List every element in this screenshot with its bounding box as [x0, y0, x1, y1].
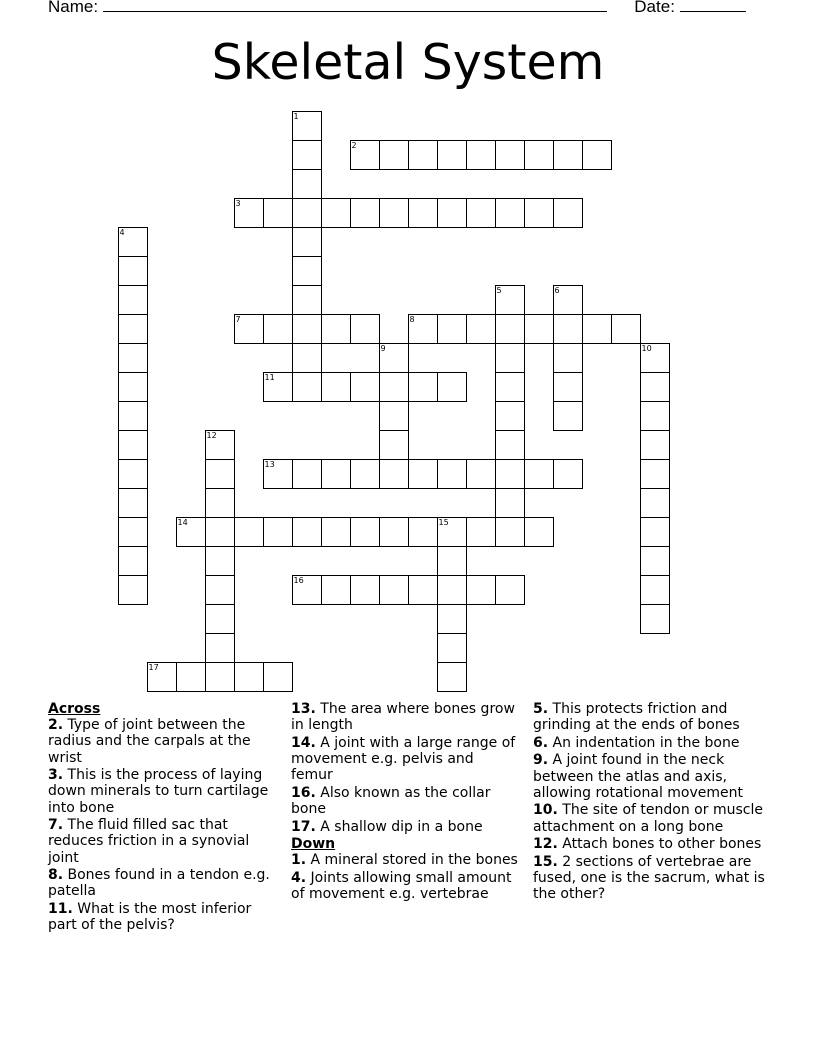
crossword-cell[interactable]: [495, 488, 525, 518]
crossword-cell[interactable]: [553, 314, 583, 344]
crossword-cell[interactable]: [553, 198, 583, 228]
clue-text: A joint with a large range of movement e.g. pelvis and femur: [291, 734, 516, 784]
crossword-cell[interactable]: [292, 343, 322, 373]
clue-number: 15.: [533, 853, 558, 870]
crossword-cell[interactable]: [495, 430, 525, 460]
down-clue-list: [291, 852, 519, 902]
crossword-cell[interactable]: [408, 372, 438, 402]
across-clue: [48, 767, 276, 816]
crossword-cell[interactable]: [466, 198, 496, 228]
crossword-cell[interactable]: [524, 314, 554, 344]
clue-number-label: 9: [380, 343, 386, 353]
crossword-cell[interactable]: [118, 575, 148, 605]
clue-number-label: 12: [206, 430, 217, 440]
crossword-cell[interactable]: [640, 575, 670, 605]
crossword-cell[interactable]: [292, 140, 322, 170]
crossword-cell[interactable]: [553, 285, 583, 315]
crossword-cell[interactable]: [495, 140, 525, 170]
across-clue: [48, 901, 276, 933]
crossword-cell[interactable]: [118, 430, 148, 460]
crossword-cell[interactable]: [379, 140, 409, 170]
crossword-cell[interactable]: [205, 430, 235, 460]
clue-text: An indentation in the bone: [548, 734, 740, 751]
crossword-cell[interactable]: [176, 517, 206, 547]
crossword-cell[interactable]: [263, 459, 293, 489]
crossword-cell[interactable]: [118, 459, 148, 489]
clue-text: This is the process of laying down minerals to turn cartilage into bone: [48, 767, 269, 816]
crossword-cell[interactable]: [263, 517, 293, 547]
clue-number-label: 3: [235, 198, 241, 208]
crossword-cell[interactable]: [118, 372, 148, 402]
page-title: Skeletal System: [211, 34, 605, 91]
crossword-cell[interactable]: [350, 575, 380, 605]
crossword-cell[interactable]: [408, 314, 438, 344]
down-heading: Down: [291, 836, 336, 853]
crossword-cell[interactable]: [379, 198, 409, 228]
down-clue-list-continued: [533, 701, 769, 902]
down-clue: [291, 852, 519, 868]
crossword-cell[interactable]: [118, 401, 148, 431]
crossword-cell[interactable]: [582, 140, 612, 170]
clue-number: 17.: [291, 818, 316, 835]
clue-number-label: 4: [119, 227, 125, 237]
crossword-cell[interactable]: [379, 575, 409, 605]
crossword-cell[interactable]: [437, 662, 467, 692]
crossword-cell[interactable]: [205, 546, 235, 576]
crossword-cell[interactable]: [118, 488, 148, 518]
clue-number: 2.: [48, 717, 64, 734]
crossword-cell[interactable]: [350, 198, 380, 228]
across-clue: [48, 817, 276, 866]
crossword-cell[interactable]: [495, 198, 525, 228]
crossword-cell[interactable]: [263, 662, 293, 692]
crossword-cell[interactable]: [292, 227, 322, 257]
clue-number: 11.: [48, 901, 73, 917]
crossword-cell[interactable]: [495, 372, 525, 402]
crossword-cell[interactable]: [408, 459, 438, 489]
crossword-cell[interactable]: [350, 459, 380, 489]
clue-text: The area where bones grow in length: [291, 701, 515, 734]
clue-number-label: 6: [554, 285, 560, 295]
clue-number: 13.: [291, 701, 316, 717]
crossword-cell[interactable]: [234, 517, 264, 547]
crossword-cell[interactable]: [176, 662, 206, 692]
crossword-cell[interactable]: [437, 140, 467, 170]
crossword-cell[interactable]: [408, 140, 438, 170]
crossword-cell[interactable]: [205, 488, 235, 518]
clue-number-label: 1: [293, 111, 299, 121]
crossword-cell[interactable]: [495, 517, 525, 547]
clue-number: 1.: [291, 852, 307, 869]
crossword-cell[interactable]: [292, 314, 322, 344]
crossword-cell[interactable]: [379, 343, 409, 373]
crossword-cell[interactable]: [553, 401, 583, 431]
crossword-cell[interactable]: [379, 430, 409, 460]
clue-number-label: 8: [409, 314, 415, 324]
clue-text: A shallow dip in a bone: [315, 818, 483, 835]
crossword-cell[interactable]: [205, 633, 235, 663]
crossword-cell[interactable]: [321, 198, 351, 228]
clue-number: 6.: [533, 734, 549, 751]
crossword-cell[interactable]: [495, 343, 525, 373]
crossword-cell[interactable]: [437, 459, 467, 489]
clue-number-label: 5: [496, 285, 502, 295]
across-clue-list: [48, 717, 276, 933]
clues-column-3: [533, 701, 769, 904]
crossword-cell[interactable]: [292, 459, 322, 489]
crossword-cell[interactable]: [292, 256, 322, 286]
down-clue: [533, 701, 769, 733]
crossword-cell[interactable]: [640, 488, 670, 518]
crossword-cell[interactable]: [379, 372, 409, 402]
crossword-cell[interactable]: [495, 314, 525, 344]
clue-number: 10.: [533, 802, 558, 819]
crossword-cell[interactable]: [408, 575, 438, 605]
down-clue: [533, 802, 769, 834]
crossword-cell[interactable]: [205, 459, 235, 489]
crossword-cell[interactable]: [582, 314, 612, 344]
clue-text: A mineral stored in the bones: [306, 852, 518, 869]
crossword-cell[interactable]: [466, 314, 496, 344]
crossword-cell[interactable]: [466, 575, 496, 605]
crossword-cell[interactable]: [379, 401, 409, 431]
crossword-cell[interactable]: [205, 604, 235, 634]
clue-number-label: 15: [438, 517, 449, 527]
crossword-cell[interactable]: [640, 401, 670, 431]
across-clue: [291, 735, 519, 784]
crossword-cell[interactable]: [321, 459, 351, 489]
crossword-cell[interactable]: [553, 372, 583, 402]
crossword-cell[interactable]: [350, 140, 380, 170]
clue-text: What is the most inferior part of the pelvis?: [48, 901, 252, 934]
crossword-cell[interactable]: [408, 198, 438, 228]
clue-text: Bones found in a tendon e.g. patella: [48, 867, 270, 900]
crossword-cell[interactable]: [640, 430, 670, 460]
crossword-cell[interactable]: [350, 517, 380, 547]
clues-column-1: [48, 701, 276, 935]
crossword-cell[interactable]: [437, 604, 467, 634]
crossword-cell[interactable]: [437, 314, 467, 344]
across-clue: [48, 867, 276, 899]
crossword-cell[interactable]: [495, 401, 525, 431]
crossword-cell[interactable]: [118, 517, 148, 547]
crossword-cell[interactable]: [205, 517, 235, 547]
crossword-cell[interactable]: [640, 546, 670, 576]
clue-text: Also known as the collar bone: [291, 784, 491, 817]
crossword-cell[interactable]: [292, 198, 322, 228]
across-clue: [291, 819, 519, 835]
date-label: Date:: [634, 0, 675, 16]
name-label: Name:: [48, 0, 99, 16]
crossword-cell[interactable]: [292, 517, 322, 547]
down-clue: [533, 836, 769, 852]
crossword-cell[interactable]: [553, 140, 583, 170]
crossword-cell[interactable]: [350, 372, 380, 402]
crossword-cell[interactable]: [118, 546, 148, 576]
crossword-cell[interactable]: [234, 198, 264, 228]
crossword-cell[interactable]: [263, 314, 293, 344]
clue-number-label: 2: [351, 140, 357, 150]
crossword-cell[interactable]: [118, 343, 148, 373]
crossword-cell[interactable]: [292, 575, 322, 605]
clue-number: 14.: [291, 734, 316, 751]
crossword-cell[interactable]: [321, 372, 351, 402]
clue-number-label: 17: [148, 662, 159, 672]
crossword-cell[interactable]: [640, 343, 670, 373]
crossword-cell[interactable]: [466, 140, 496, 170]
clue-text: The site of tendon or muscle attachment on a long bone: [533, 802, 763, 835]
crossword-cell[interactable]: [234, 314, 264, 344]
clue-number-label: 10: [641, 343, 652, 353]
crossword-cell[interactable]: [147, 662, 177, 692]
crossword-cell[interactable]: [437, 372, 467, 402]
crossword-cell[interactable]: [379, 517, 409, 547]
across-clue-list-continued: [291, 701, 519, 835]
crossword-cell[interactable]: [263, 198, 293, 228]
crossword-cell[interactable]: [321, 575, 351, 605]
crossword-cell[interactable]: [495, 459, 525, 489]
crossword-cell[interactable]: [350, 314, 380, 344]
crossword-cell[interactable]: [524, 140, 554, 170]
crossword-cell[interactable]: [437, 546, 467, 576]
crossword-cell[interactable]: [466, 459, 496, 489]
across-clue: [291, 785, 519, 817]
crossword-cell[interactable]: [553, 459, 583, 489]
clue-number-label: 14: [177, 517, 188, 527]
clue-number: 7.: [48, 817, 64, 834]
crossword-cell[interactable]: [292, 372, 322, 402]
crossword-cell[interactable]: [379, 459, 409, 489]
crossword-cell[interactable]: [118, 227, 148, 257]
crossword-cell[interactable]: [466, 517, 496, 547]
crossword-cell[interactable]: [292, 169, 322, 199]
crossword-cell[interactable]: [205, 575, 235, 605]
clue-number: 9.: [533, 752, 549, 769]
crossword-cell[interactable]: [640, 604, 670, 634]
clue-number: 8.: [48, 867, 64, 884]
down-clue: [533, 854, 769, 903]
clue-number: 16.: [291, 784, 316, 801]
crossword-cell[interactable]: [524, 198, 554, 228]
clue-number: 5.: [533, 701, 549, 717]
clue-text: This protects friction and grinding at the ends of bones: [533, 701, 740, 734]
crossword-cell[interactable]: [553, 343, 583, 373]
clue-text: Joints allowing small amount of movement e.g. vertebrae: [291, 869, 512, 903]
crossword-cell[interactable]: [495, 285, 525, 315]
crossword-cell[interactable]: [495, 575, 525, 605]
crossword-cell[interactable]: [437, 198, 467, 228]
crossword-cell[interactable]: [292, 111, 322, 141]
crossword-cell[interactable]: [234, 662, 264, 692]
clues-column-2: [291, 701, 519, 904]
clue-number: 4.: [291, 869, 307, 886]
crossword-cell[interactable]: [640, 459, 670, 489]
clue-number: 3.: [48, 767, 64, 784]
crossword-cell[interactable]: [321, 517, 351, 547]
across-clue: [291, 701, 519, 733]
clue-number-label: 7: [235, 314, 241, 324]
crossword-cell[interactable]: [118, 285, 148, 315]
crossword-cell[interactable]: [437, 575, 467, 605]
crossword-cell[interactable]: [640, 372, 670, 402]
crossword-cell[interactable]: [263, 372, 293, 402]
crossword-cell[interactable]: [118, 314, 148, 344]
clue-text: 2 sections of vertebrae are fused, one is the sacrum, what is the other?: [533, 853, 765, 903]
clue-number: 12.: [533, 836, 558, 853]
clue-number-label: 11: [264, 372, 275, 382]
clue-number-label: 16: [293, 575, 304, 585]
crossword-cell[interactable]: [437, 633, 467, 663]
crossword-cell[interactable]: [408, 517, 438, 547]
down-clue: [533, 735, 769, 751]
clue-text: The fluid filled sac that reduces friction in a synovial joint: [48, 817, 250, 866]
down-clue: [533, 752, 769, 801]
crossword-cell[interactable]: [321, 314, 351, 344]
crossword-cell[interactable]: [640, 517, 670, 547]
clue-text: Type of joint between the radius and the carpals at the wrist: [48, 717, 251, 766]
crossword-cell[interactable]: [611, 314, 641, 344]
down-clue: [291, 870, 519, 902]
clue-number-label: 13: [264, 459, 275, 469]
clue-text: A joint found in the neck between the atlas and axis, allowing rotational movement: [533, 752, 744, 801]
across-heading: Across: [48, 701, 101, 717]
crossword-cell[interactable]: [292, 285, 322, 315]
crossword-cell[interactable]: [437, 517, 467, 547]
crossword-cell[interactable]: [524, 517, 554, 547]
crossword-cell[interactable]: [205, 662, 235, 692]
across-clue: [48, 717, 276, 766]
crossword-cell[interactable]: [118, 256, 148, 286]
crossword-cell[interactable]: [524, 459, 554, 489]
clue-text: Attach bones to other bones: [557, 836, 762, 853]
